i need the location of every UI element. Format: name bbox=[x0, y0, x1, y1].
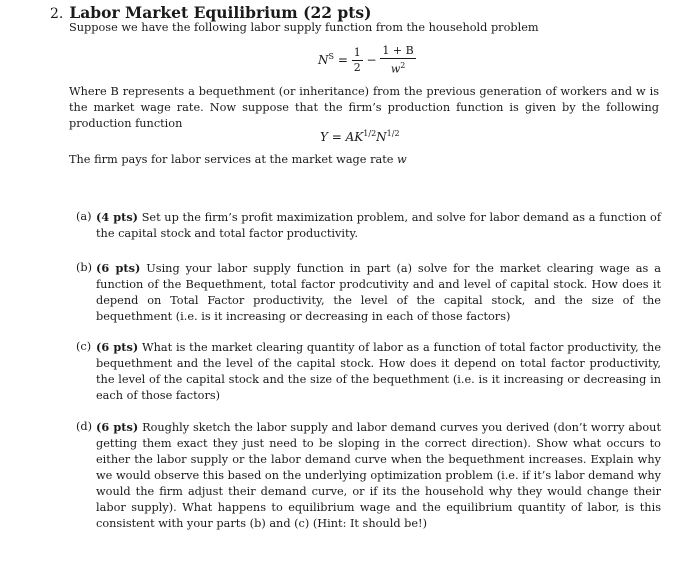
fraction-bequest-over-wage bbox=[380, 44, 415, 77]
part-d bbox=[76, 419, 661, 532]
part-d-points: (6 pts) bbox=[96, 420, 139, 434]
n-exponent: 1/2 bbox=[386, 129, 400, 138]
fraction-one-half bbox=[352, 46, 363, 75]
part-a bbox=[76, 209, 661, 242]
part-c-label: (c) bbox=[76, 340, 92, 353]
part-b bbox=[76, 260, 661, 325]
production-ak: AK bbox=[345, 130, 364, 144]
production-n: N bbox=[376, 130, 387, 144]
part-b-label: (b) bbox=[76, 261, 93, 274]
frac1-denominator: 2 bbox=[353, 60, 361, 74]
part-a-label: (a) bbox=[76, 210, 92, 223]
wage-variable: w bbox=[397, 153, 407, 166]
part-c-points: (6 pts) bbox=[96, 340, 139, 354]
part-b-points: (6 pts) bbox=[96, 261, 141, 275]
wage-statement-text: The firm pays for labor services at the market wage rate bbox=[69, 153, 394, 166]
production-equals: = bbox=[331, 130, 342, 144]
part-d-text: Roughly sketch the labor supply and labor demand curves you derived (don’t worry about getting them exact they just need to be sloping in the correct direction). Show what occurs to either the labor supply or the labor demand curve when the bequethment increases. Explain why we would observe this based on the underlying optimization problem (i.e. if it’s labor demand why would the firm adjust their demand curve, or if its the household why they would change their labor supply). What happens to equilibrium wage and the equilibrium quantity of labor, is this consistent with your parts (b) and (c) (Hint: It should be!) bbox=[96, 421, 661, 530]
supply-lhs-sup: S bbox=[328, 51, 334, 61]
bequest-description: Where B represents a bequethment (or inheritance) from the previous generation of workers and w is the market wage rate. Now suppose that the firm’s production function is given by the following production function bbox=[69, 85, 659, 130]
part-c-text: What is the market clearing quantity of labor as a function of total factor productivity, the bequethment and the level of the capital stock. How does it depend on total factor productivity, the level of the capital stock and the size of the bequethment (i.e. is it increasing or decreasing in each of those factors) bbox=[96, 341, 661, 402]
problem-title: Labor Market Equilibrium (22 pts) bbox=[69, 3, 372, 22]
k-exponent: 1/2 bbox=[363, 129, 377, 138]
part-c bbox=[76, 339, 661, 404]
production-lhs: Y bbox=[320, 130, 328, 144]
frac2-denominator: w bbox=[390, 62, 401, 76]
frac2-numerator: 1 + B bbox=[382, 44, 414, 57]
part-d-label: (d) bbox=[76, 420, 93, 433]
intro-text: Suppose we have the following labor supply function from the household problem bbox=[69, 21, 539, 34]
supply-minus: − bbox=[366, 52, 377, 67]
frac1-numerator: 1 bbox=[353, 45, 361, 59]
problem-number: 2. bbox=[50, 6, 64, 22]
wage-statement bbox=[69, 152, 407, 168]
part-a-points: (4 pts) bbox=[96, 210, 139, 224]
supply-lhs: N bbox=[318, 52, 329, 67]
labor-supply-equation bbox=[318, 44, 416, 77]
part-b-text: Using your labor supply function in part (a) solve for the market clearing wage as a function of the Bequethment, total factor prodcutivity and and level of capital stock. How does it depend on Total Factor productivity, the level of the capital stock, and the size of the bequethment (i.e. is it increasing or decreasing in each of those factors) bbox=[96, 262, 661, 323]
frac2-den-sup: 2 bbox=[400, 61, 406, 70]
part-a-text: Set up the firm’s profit maximization problem, and solve for labor demand as a function of the capital stock and total factor productivity. bbox=[96, 211, 661, 240]
production-equation bbox=[320, 129, 400, 144]
supply-equals: = bbox=[337, 52, 348, 67]
